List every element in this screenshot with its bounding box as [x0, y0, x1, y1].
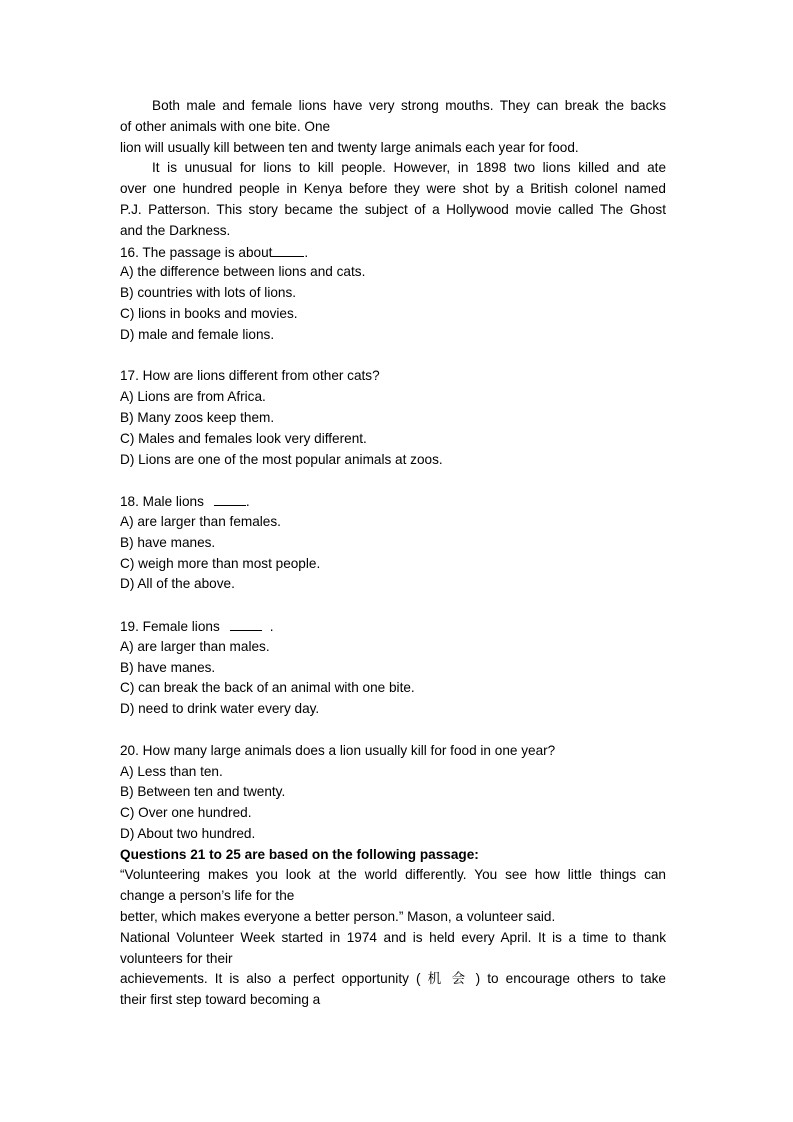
option-a[interactable]: A) the difference between lions and cats.: [120, 264, 366, 280]
question-stem: 17. How are lions different from other cats?: [120, 368, 380, 384]
passage-line: “Volunteering makes you look at the world differently. You see how little things can: [120, 867, 666, 883]
passage-line: their first step toward becoming a: [120, 992, 321, 1008]
passage-line: Both male and female lions have very strong mouths. They can break the backs: [152, 98, 666, 113]
question-19: [120, 616, 666, 720]
passage-line: and the Darkness.: [120, 222, 231, 238]
option-c[interactable]: C) Over one hundred.: [120, 805, 252, 821]
passage-line: change a person’s life for the: [120, 888, 295, 904]
question-stem: 19. Female lions .: [120, 616, 666, 637]
passage-line: lion will usually kill between ten and twenty large animals each year for food.: [120, 139, 579, 155]
option-c[interactable]: C) Males and females look very different.: [120, 430, 367, 446]
question-17: [120, 366, 666, 470]
option-b[interactable]: B) Between ten and twenty.: [120, 784, 286, 800]
spacer: [120, 346, 666, 367]
passage-line: volunteers for their: [120, 950, 233, 966]
option-a[interactable]: A) Lions are from Africa.: [120, 389, 266, 405]
option-d[interactable]: D) Lions are one of the most popular animals at zoos.: [120, 451, 443, 467]
option-b[interactable]: B) have manes.: [120, 659, 216, 675]
passage-line: It is unusual for lions to kill people. However, in 1898 two lions killed and ate: [152, 160, 666, 176]
section-heading: Questions 21 to 25 are based on the following passage:: [120, 846, 479, 862]
option-c[interactable]: C) can break the back of an animal with one bite.: [120, 680, 415, 696]
question-20: [120, 741, 666, 845]
spacer: [120, 720, 666, 741]
answer-blank[interactable]: [272, 242, 304, 257]
option-c[interactable]: C) weigh more than most people.: [120, 555, 321, 571]
option-a[interactable]: A) are larger than males.: [120, 638, 270, 654]
answer-blank[interactable]: [230, 616, 262, 631]
passage-line: achievements. It is also a perfect opportunity ( 机 会 ) to encourage others to take: [120, 971, 666, 987]
passage-line: better, which makes everyone a better person.” Mason, a volunteer said.: [120, 909, 556, 925]
option-a[interactable]: A) are larger than females.: [120, 513, 281, 529]
question-18: [120, 491, 666, 595]
question-stem: 16. The passage is about .: [120, 242, 666, 263]
passage-line: of other animals with one bite. One: [120, 118, 331, 134]
document-page: [120, 96, 666, 1011]
option-c[interactable]: C) lions in books and movies.: [120, 305, 298, 321]
spacer: [120, 470, 666, 491]
answer-blank[interactable]: [214, 491, 246, 506]
option-b[interactable]: B) countries with lots of lions.: [120, 285, 297, 301]
option-d[interactable]: D) male and female lions.: [120, 326, 275, 342]
question-16: [120, 242, 666, 346]
option-d[interactable]: D) All of the above.: [120, 576, 235, 592]
passage-line: over one hundred people in Kenya before they were shot by a British colonel named: [120, 181, 666, 197]
question-stem: 20. How many large animals does a lion usually kill for food in one year?: [120, 742, 556, 758]
option-b[interactable]: B) Many zoos keep them.: [120, 409, 275, 425]
passage-line: National Volunteer Week started in 1974 and is held every April. It is a time to thank: [120, 929, 666, 945]
option-a[interactable]: A) Less than ten.: [120, 763, 223, 779]
option-d[interactable]: D) need to drink water every day.: [120, 701, 320, 717]
spacer: [120, 595, 666, 616]
passage-line: P.J. Patterson. This story became the subject of a Hollywood movie called The Ghost: [120, 201, 666, 217]
option-b[interactable]: B) have manes.: [120, 534, 216, 550]
option-d[interactable]: D) About two hundred.: [120, 825, 256, 841]
question-stem: 18. Male lions .: [120, 491, 666, 512]
